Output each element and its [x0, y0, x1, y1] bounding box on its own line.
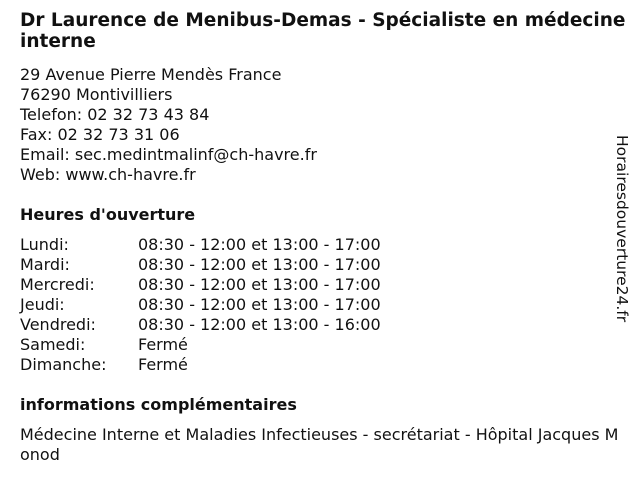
day-label: Jeudi:	[20, 295, 65, 314]
day-hours: 08:30 - 12:00 et 13:00 - 17:00	[138, 295, 381, 314]
additional-info-text: Médecine Interne et Maladies Infectieuses - secrétariat - Hôpital Jacques Monod	[20, 425, 619, 464]
day-hours: Fermé	[138, 355, 188, 374]
additional-info-heading: informations complémentaires	[20, 395, 297, 414]
contact-block	[20, 65, 317, 185]
day-label: Dimanche:	[20, 355, 107, 374]
day-hours: 08:30 - 12:00 et 13:00 - 17:00	[138, 235, 381, 254]
day-hours: 08:30 - 12:00 et 13:00 - 17:00	[138, 275, 381, 294]
phone-line: Telefon: 02 32 73 43 84	[20, 105, 210, 124]
address-street: 29 Avenue Pierre Mendès France	[20, 65, 282, 84]
day-hours: 08:30 - 12:00 et 13:00 - 17:00	[138, 255, 381, 274]
day-label: Samedi:	[20, 335, 86, 354]
page-title: Dr Laurence de Menibus-Demas - Spécialiste en médecine interne	[20, 10, 626, 52]
day-label: Mercredi:	[20, 275, 95, 294]
email-line: Email: sec.medintmalinf@ch-havre.fr	[20, 145, 317, 164]
day-hours: Fermé	[138, 335, 188, 354]
watermark-text: Horairesdouverture24.fr	[613, 135, 631, 323]
address-city: 76290 Montivilliers	[20, 85, 173, 104]
fax-line: Fax: 02 32 73 31 06	[20, 125, 180, 144]
day-label: Mardi:	[20, 255, 70, 274]
day-hours: 08:30 - 12:00 et 13:00 - 16:00	[138, 315, 381, 334]
web-line: Web: www.ch-havre.fr	[20, 165, 196, 184]
watermark	[612, 135, 632, 355]
day-label: Lundi:	[20, 235, 69, 254]
opening-hours-heading: Heures d'ouverture	[20, 205, 196, 224]
day-label: Vendredi:	[20, 315, 96, 334]
